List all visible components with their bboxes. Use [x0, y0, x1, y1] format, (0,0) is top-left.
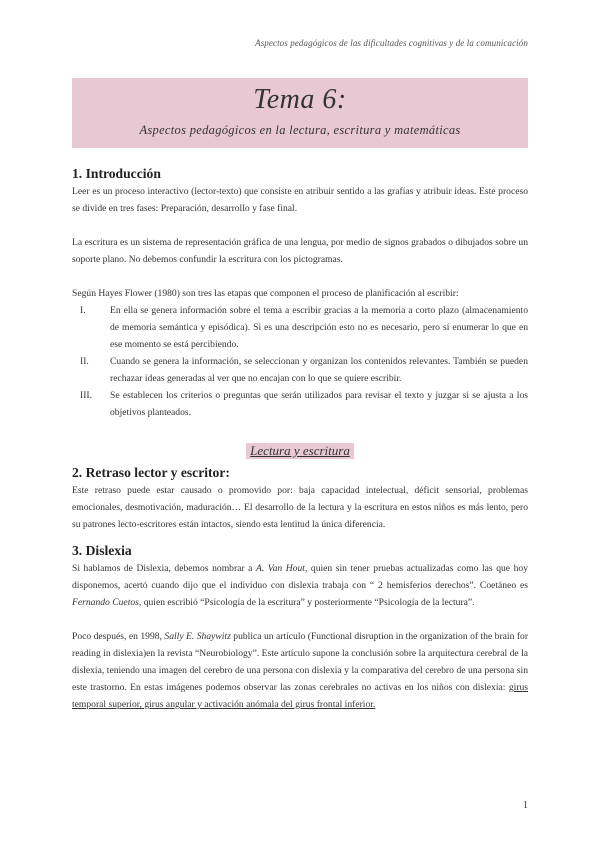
section-1-paragraph-2: La escritura es un sistema de representación gráfica de una lengua, por medio de signos grabados o dibujados sobre un soporte plano. No debemos confundir la escritura con los pictogramas.	[72, 237, 528, 265]
list-item	[72, 353, 528, 387]
list-item-number: I.	[80, 305, 86, 316]
list-item-number: II.	[80, 356, 89, 367]
section-3-heading: 3. Dislexia	[72, 543, 132, 558]
planning-stages-list	[72, 302, 528, 421]
section-3-paragraph-1	[72, 560, 528, 611]
section-banner	[72, 443, 528, 463]
page-title: Tema 6:	[253, 84, 347, 115]
underlined-text: girus temporal superior, girus angular y activación anómala del girus frontal inferior.	[72, 682, 528, 710]
section-1-paragraph-1: Leer es un proceso interactivo (lector-texto) que consiste en atribuir sentido a las grafías y atribuir ideas. Este proceso se divide en tres fases: Preparación, desarrollo y fase final.	[72, 186, 528, 214]
author-name: A. Van Hout	[255, 563, 305, 574]
section-3-paragraph-2	[72, 628, 528, 713]
list-item-number: III.	[80, 390, 92, 401]
title-box	[72, 78, 528, 148]
section-2-paragraph-1: Este retraso puede estar causado o promovido por: baja capacidad intelectual, déficit sensorial, problemas emocionales, desmotivación, maduración… El desarrollo de la lectura y la escritura en estos niños es más lento, pero su patrones lecto-escritores están intactos, siendo esta lentitud la única diferencia.	[72, 485, 528, 530]
author-name: Fernando Cuetos	[72, 597, 139, 608]
main-content	[72, 164, 528, 713]
section-1-heading: 1. Introducción	[72, 166, 161, 181]
list-item	[72, 387, 528, 421]
list-item-text: Cuando se genera la información, se seleccionan y organizan los contenidos relevantes. También se pueden rechazar ideas generadas al ver que no encajan con lo que se quiere escribir.	[110, 356, 528, 384]
list-item-text: Se establecen los criterios o preguntas que serán utilizados para revisar el texto y juzgar si se ajusta a los objetivos planteados.	[110, 390, 528, 418]
running-header: Aspectos pedagógicos de las dificultades cognitivas y de la comunicación	[255, 38, 528, 48]
list-item-text: En ella se genera información sobre el tema a escribir gracias a la memoria a corto plazo (almacenamiento de memoria semántica y episódica). Si es una descripción esto no es necesario, pero sí enumerar lo que en ese momento se está percibiendo.	[110, 305, 528, 350]
page-subtitle: Aspectos pedagógicos en la lectura, escritura y matemáticas	[139, 123, 461, 137]
text-run: Si hablamos de Dislexia, debemos nombrar a	[72, 563, 256, 574]
text-run: , quien escribió “Psicología de la escritura” y posteriormente “Psicología de la lectura”.	[138, 597, 475, 608]
section-1-paragraph-3: Según Hayes Flower (1980) son tres las etapas que componen el proceso de planificación al escribir:	[72, 288, 459, 299]
list-item	[72, 302, 528, 353]
text-run: Poco después, en 1998,	[72, 631, 165, 642]
text-run: , quien sin tener pruebas actualizadas como las que hoy disponemos, acertó cuando dijo que el individuo con dislexia trabaja con “ 2 hemisferios derechos”. Coetáneo es	[72, 563, 528, 591]
author-name: Sally E. Shaywitz	[164, 631, 231, 642]
page-number: 1	[523, 800, 528, 811]
section-banner-label: Lectura y escritura	[246, 443, 354, 459]
section-2-heading: 2. Retraso lector y escritor:	[72, 465, 230, 480]
text-run: publica un artículo (Functional disruption in the organization of the brain for reading in dislexia)en la revista “Neurobiology”. Este artículo supone la conclusión sobre la arquitectura cerebral de la dislexia, teniendo una imagen del cerebro de una persona con dislexia y la comparativa del cerebro de una persona sin este trastorno. En estas imágenes podemos observar las zonas cerebrales no activas en los niños con dislexia:	[72, 631, 529, 693]
